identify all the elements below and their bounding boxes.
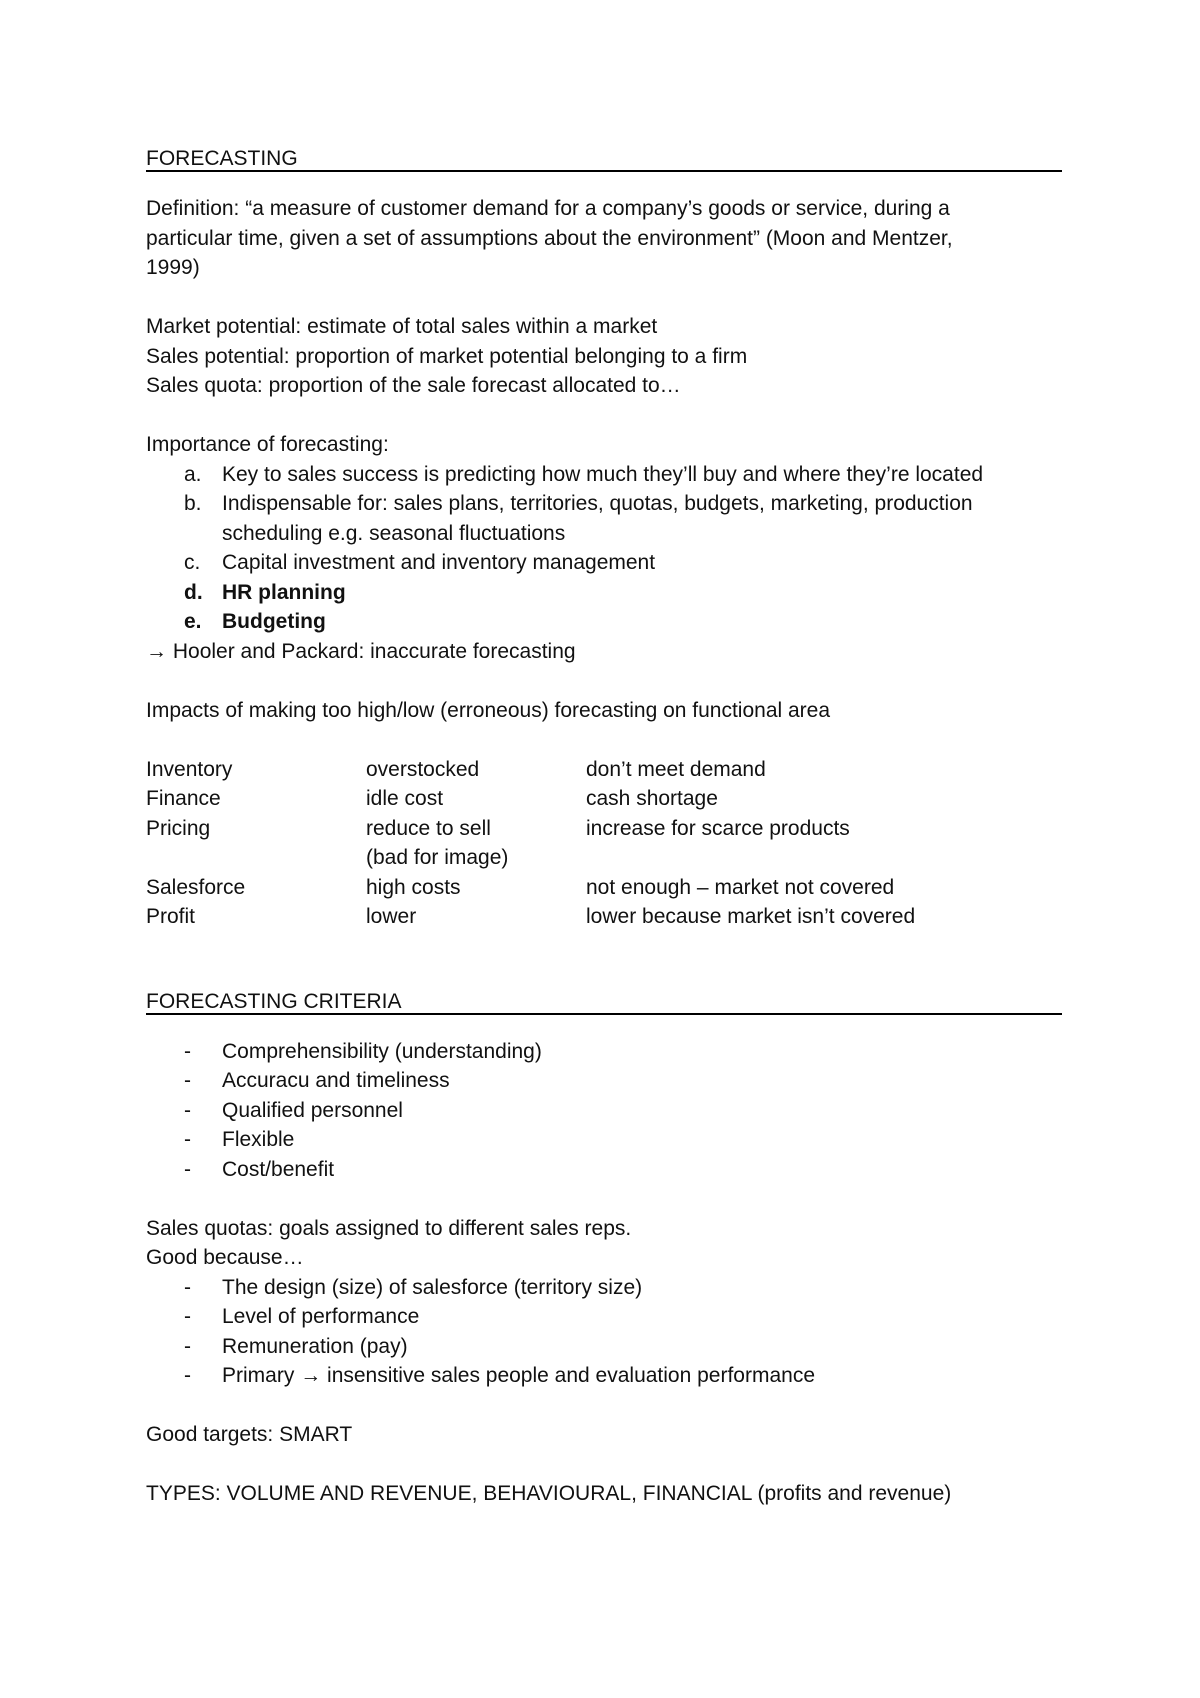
definition-line-3: 1999) <box>146 256 200 279</box>
table-cell: increase for scarce products <box>586 816 850 840</box>
table-row <box>146 843 915 873</box>
table-row <box>146 755 915 785</box>
primary-rest: insensitive sales people and evaluation performance <box>327 1364 816 1387</box>
table-cell: (bad for image) <box>366 846 509 869</box>
list-marker: e. <box>184 610 202 633</box>
table-cell: Salesforce <box>146 875 246 899</box>
dash-bullet: - <box>184 1098 191 1122</box>
good-item <box>146 1273 1062 1303</box>
table-cell: don’t meet demand <box>586 757 766 781</box>
criteria-text: Qualified personnel <box>222 1098 403 1122</box>
table-cell <box>146 843 366 873</box>
impacts-table <box>146 755 915 932</box>
dash-bullet: - <box>184 1305 191 1328</box>
section-heading-forecasting: FORECASTING <box>146 148 1062 172</box>
table-cell: idle cost <box>366 787 444 810</box>
good-item-text <box>222 1361 815 1391</box>
list-text: Key to sales success is predicting how much they’ll buy and where they’re located <box>222 462 984 486</box>
dash-bullet: - <box>184 1275 191 1299</box>
types-line: TYPES: VOLUME AND REVENUE, BEHAVIOURAL, FINANCIAL (profits and revenue) <box>146 1482 952 1505</box>
primary-label: Primary <box>222 1364 295 1387</box>
criteria-text: Comprehensibility (understanding) <box>222 1039 542 1063</box>
good-because-line: Good because… <box>146 1246 304 1269</box>
section-heading-forecasting-criteria: FORECASTING CRITERIA <box>146 991 1062 1015</box>
list-text: Budgeting <box>222 610 326 633</box>
definition-line-2: particular time, given a set of assumptions about the environment” (Moon and Mentzer, <box>146 226 953 250</box>
dash-bullet: - <box>184 1364 191 1387</box>
list-marker: c. <box>184 551 201 574</box>
criteria-item <box>146 1155 1062 1185</box>
sales-potential-line: Sales potential: proportion of market potential belonging to a firm <box>146 344 748 368</box>
list-marker: b. <box>184 492 202 515</box>
list-text: Capital investment and inventory management <box>222 551 656 574</box>
criteria-item <box>146 1125 1062 1155</box>
importance-item-a <box>146 460 1062 490</box>
good-item-primary <box>146 1361 1062 1391</box>
dash-bullet: - <box>184 1039 191 1063</box>
importance-item-e <box>146 607 1062 637</box>
criteria-text: Accuracu and timeliness <box>222 1069 450 1092</box>
dash-bullet: - <box>184 1334 191 1358</box>
criteria-item <box>146 1066 1062 1096</box>
list-marker: a. <box>184 462 202 486</box>
list-text: HR planning <box>222 580 346 604</box>
good-targets-line: Good targets: SMART <box>146 1423 353 1446</box>
table-row <box>146 902 915 932</box>
good-item <box>146 1302 1062 1332</box>
criteria-text: Flexible <box>222 1128 295 1151</box>
table-row <box>146 814 915 844</box>
dash-bullet: - <box>184 1128 191 1151</box>
good-item-text: Level of performance <box>222 1305 420 1328</box>
importance-title: Importance of forecasting: <box>146 433 389 456</box>
importance-item-c <box>146 548 1062 578</box>
dash-bullet: - <box>184 1157 191 1181</box>
list-marker: d. <box>184 580 203 604</box>
dash-bullet: - <box>184 1069 191 1092</box>
table-cell: Inventory <box>146 757 233 781</box>
importance-item-d <box>146 578 1062 608</box>
criteria-text: Cost/benefit <box>222 1157 335 1181</box>
document-page <box>146 148 1062 1509</box>
importance-item-b-continuation: scheduling e.g. seasonal fluctuations <box>222 521 566 545</box>
table-cell: not enough – market not covered <box>586 875 895 899</box>
market-potential-line: Market potential: estimate of total sales within a market <box>146 315 658 338</box>
criteria-item <box>146 1037 1062 1067</box>
table-cell: lower <box>366 905 417 928</box>
good-item-text: Remuneration (pay) <box>222 1334 408 1358</box>
sales-quota-line: Sales quota: proportion of the sale forecast allocated to… <box>146 374 681 397</box>
table-cell: Pricing <box>146 816 211 840</box>
table-cell: overstocked <box>366 757 480 781</box>
definition-line-1: Definition: “a measure of customer demand for a company’s goods or service, during a <box>146 197 950 220</box>
criteria-item <box>146 1096 1062 1126</box>
arrow-right-icon: → <box>300 1364 322 1387</box>
table-cell <box>586 843 915 873</box>
sales-quotas-line: Sales quotas: goals assigned to different sales reps. <box>146 1216 632 1240</box>
table-cell: Finance <box>146 787 221 810</box>
table-cell: high costs <box>366 875 461 899</box>
table-row <box>146 873 915 903</box>
good-item <box>146 1332 1062 1362</box>
list-text: Indispensable for: sales plans, territories, quotas, budgets, marketing, production <box>222 492 973 515</box>
impacts-title: Impacts of making too high/low (erroneous) forecasting on functional area <box>146 698 831 722</box>
importance-item-b <box>146 489 1062 519</box>
table-row <box>146 784 915 814</box>
table-cell: lower because market isn’t covered <box>586 905 916 928</box>
arrow-right-icon: → <box>146 639 167 663</box>
arrow-note-text: Hooler and Packard: inaccurate forecasting <box>172 639 576 663</box>
arrow-note <box>146 637 1062 667</box>
table-cell: cash shortage <box>586 787 718 810</box>
good-item-text: The design (size) of salesforce (territory size) <box>222 1275 643 1299</box>
table-cell: Profit <box>146 905 196 928</box>
table-cell: reduce to sell <box>366 816 491 840</box>
